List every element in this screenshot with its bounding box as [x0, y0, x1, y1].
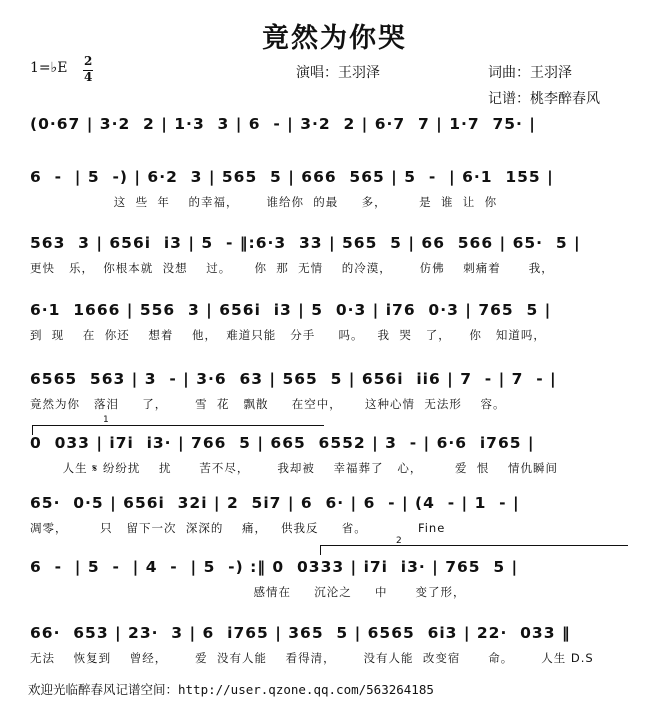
lyric-line: 更快 乐， 你根本就 没想 过。 你 那 无情 的冷漠， 仿佛 刺痛着 我， [30, 261, 554, 275]
volta-1-number: 1 [103, 415, 109, 425]
notation-line: 6565 563 | 3 - | 3·6 63 | 565 5 | 656i ii6 | 7 - | 7 - | [30, 370, 557, 388]
key-signature: 1=♭E [30, 60, 68, 76]
lyric-line: 这 些 年 的幸福， 谁给你 的最 多， 是 谁 让 你 [30, 195, 498, 209]
notation-line: 563 3 | 656i i3 | 5 - ‖:6·3 33 | 565 5 | 66 566 | 65· 5 | [30, 234, 581, 252]
notation-line: (0·67 | 3·2 2 | 1·3 3 | 6 - | 3·2 2 | 6·7 7 | 1·7 75· | [30, 115, 536, 133]
singer-credit: 演唱：王羽泽 [296, 65, 380, 81]
notation-line: 65· 0·5 | 656i 32i | 2 5i7 | 6 6· | 6 - | (4 - | 1 - | [30, 494, 520, 512]
lyric-line: 感情在 沉沦之 中 变了形， [30, 585, 466, 599]
volta-1-bracket [32, 425, 324, 426]
time-signature-bottom: 4 [84, 70, 93, 84]
lyric-line: 凋零， 只 留下一次 深深的 痛， 供我反 省。 Fine [30, 521, 446, 535]
lyric-line [30, 141, 650, 159]
volta-2-number: 2 [396, 536, 402, 546]
song-title: 竟然为你哭 [262, 23, 407, 54]
time-signature-top: 2 [84, 54, 93, 68]
lyric-line: 到 现 在 你还 想着 他， 难道只能 分手 吗。 我 哭 了， 你 知道吗， [30, 328, 546, 342]
notation-line: 66· 653 | 23· 3 | 6 i765 | 365 5 | 6565 6i3 | 22· 033 ‖ [30, 624, 571, 642]
lyric-line: 人生 𝄋 纷纷扰 扰 苦不尽， 我却被 幸福葬了 心， 爱 恨 情仇瞬间 [30, 461, 558, 475]
volta-2-bracket [320, 545, 628, 546]
notation-line: 6 - | 5 - | 4 - | 5 -) :‖ 0 0333 | i7i i3· | 765 5 | [30, 558, 519, 576]
notation-line: 6 - | 5 -) | 6·2 3 | 565 5 | 666 565 | 5 - | 6·1 155 | [30, 168, 554, 186]
volta-2-bracket-end [320, 545, 321, 555]
composer-credit: 词曲：王羽泽 [488, 65, 572, 81]
lyric-line: 竟然为你 落泪 了， 雪 花 飘散 在空中， 这种心情 无法形 容。 [30, 397, 506, 411]
notation-line: 6·1 1666 | 556 3 | 656i i3 | 5 0·3 | i76 0·3 | 765 5 | [30, 301, 552, 319]
footer-website-note: 欢迎光临醉春风记谱空间：http://user.qzone.qq.com/563264185 [28, 682, 434, 697]
lyric-line: 无法 恢复到 曾经， 爱 没有人能 看得清， 没有人能 改变宿 命。 人生 D.S [30, 651, 594, 665]
notation-line: 0 033 | i7i i3· | 766 5 | 665 6552 | 3 - | 6·6 i765 | [30, 434, 535, 452]
transcriber-credit: 记谱：桃李醉春风 [488, 91, 600, 107]
